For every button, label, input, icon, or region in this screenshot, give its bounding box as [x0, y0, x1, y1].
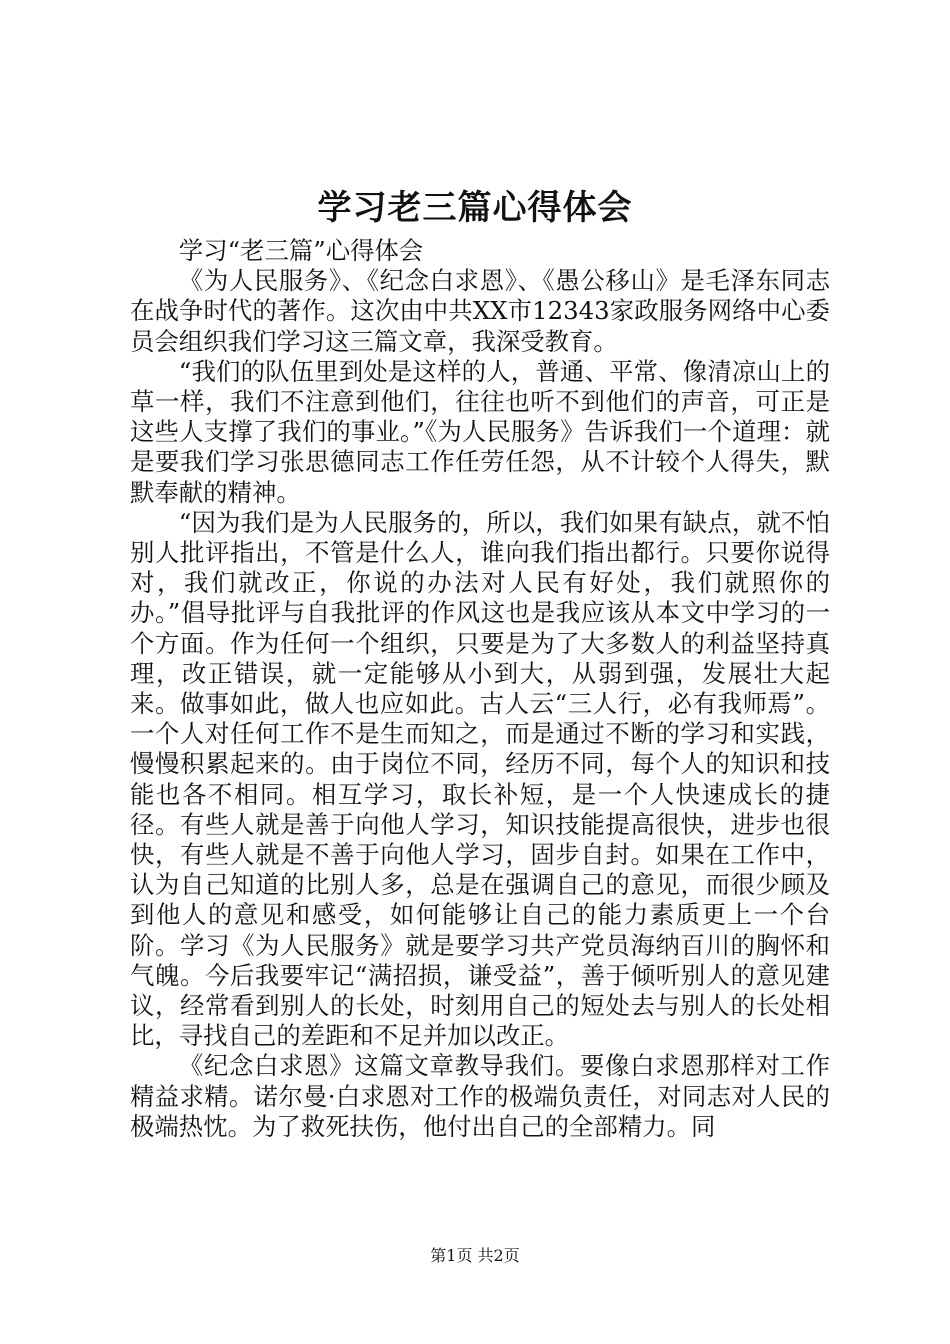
page-footer: 第1页 共2页 — [430, 1246, 520, 1265]
body-paragraph: 《纪念白求恩》这篇文章教导我们。要像白求恩那样对工作精益求精。诺尔曼·白求恩对工作的极端负责任，对同志对人民的极端热忱。为了救死扶伤，他付出自己的全部精力。同 — [130, 1051, 830, 1141]
document-title: 学习老三篇心得体会 — [317, 188, 633, 228]
document-body — [130, 236, 830, 1142]
subtitle-paragraph: 学习“老三篇”心得体会 — [178, 236, 424, 265]
body-paragraph: “我们的队伍里到处是这样的人，普通、平常、像清凉山上的草一样，我们不注意到他们，往往也听不到他们的声音，可正是这些人支撑了我们的事业。”《为人民服务》告诉我们一个道理：就是要我们学习张思德同志工作任劳任怨，从不计较个人得失，默默奉献的精神。 — [130, 356, 830, 507]
body-paragraph: 《为人民服务》、《纪念白求恩》、《愚公移山》是毛泽东同志在战争时代的著作。这次由中共XX市12343家政服务网络中心委员会组织我们学习这三篇文章，我深受教育。 — [130, 266, 830, 356]
body-paragraph: “因为我们是为人民服务的，所以，我们如果有缺点，就不怕别人批评指出，不管是什么人，谁向我们指出都行。只要你说得对，我们就改正，你说的办法对人民有好处，我们就照你的办。”倡导批评与自我批评的作风这也是我应该从本文中学习的一个方面。作为任何一个组织，只要是为了大多数人的利益坚持真理，改正错误，就一定能够从小到大，从弱到强，发展壮大起来。做事如此，做人也应如此。古人云“三人行，必有我师焉”。一个人对任何工作不是生而知之，而是通过不断的学习和实践，慢慢积累起来的。由于岗位不同，经历不同，每个人的知识和技能也各不相同。相互学习，取长补短，是一个人快速成长的捷径。有些人就是善于向他人学习，知识技能提高很快，进步也很快，有些人就是不善于向他人学习，固步自封。如果在工作中，认为自己知道的比别人多，总是在强调自己的意见，而很少顾及到他人的意见和感受，如何能够让自己的能力素质更上一个台阶。学习《为人民服务》就是要学习共产党员海纳百川的胸怀和气魄。今后我要牢记“满招损，谦受益”，善于倾听别人的意见建议，经常看到别人的长处，时刻用自己的短处去与别人的长处相比，寻找自己的差距和不足并加以改正。 — [130, 507, 830, 1051]
